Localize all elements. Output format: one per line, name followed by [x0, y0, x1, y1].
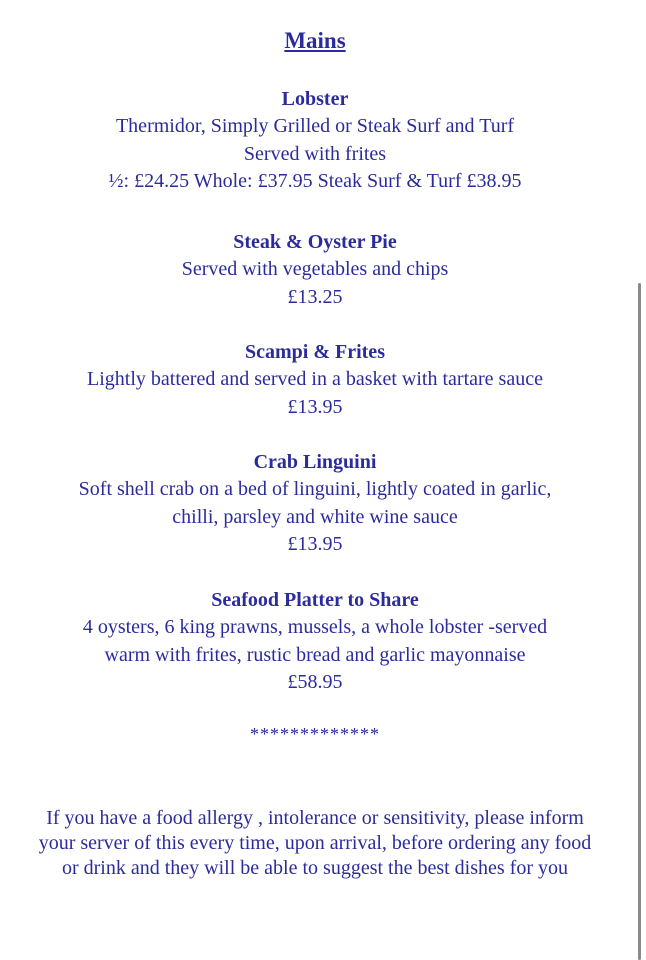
- item-description: warm with frites, rustic bread and garlic mayonnaise: [104, 643, 526, 666]
- menu-item-scampi-frites: [0, 339, 630, 421]
- section-divider: *************: [250, 724, 380, 744]
- item-description: Thermidor, Simply Grilled or Steak Surf and Turf: [115, 115, 515, 137]
- menu-item-seafood-platter: [0, 587, 630, 697]
- item-description: Served with vegetables and chips: [181, 258, 449, 280]
- allergy-notice: If you have a food allergy , intolerance or sensitivity, please inform your server of this every time, upon arrival, before ordering any food or drink and they will be able to suggest the best dishes for you: [38, 807, 592, 879]
- item-price: ½: £24.25 Whole: £37.95 Steak Surf & Turf £38.95: [108, 170, 522, 192]
- item-description: Lightly battered and served in a basket with tartare sauce: [87, 368, 543, 390]
- item-description: Soft shell crab on a bed of linguini, lightly coated in garlic,: [78, 478, 552, 500]
- item-description: Served with frites: [243, 142, 387, 165]
- item-name: Lobster: [281, 88, 349, 110]
- menu-item-lobster: [0, 86, 630, 196]
- vertical-scrollbar[interactable]: [638, 283, 641, 960]
- menu-title: Mains: [284, 28, 346, 53]
- menu-item-crab-linguini: [0, 449, 630, 559]
- item-name: Seafood Platter to Share: [211, 589, 419, 611]
- menu-item-steak-oyster-pie: [0, 229, 630, 311]
- item-price: £13.95: [287, 533, 343, 555]
- item-name: Steak & Oyster Pie: [233, 231, 397, 253]
- item-name: Scampi & Frites: [245, 341, 385, 363]
- item-price: £13.95: [287, 395, 343, 418]
- item-description: 4 oysters, 6 king prawns, mussels, a whole lobster -served: [82, 616, 548, 638]
- item-description: chilli, parsley and white wine sauce: [172, 505, 458, 528]
- item-price: £13.25: [287, 285, 343, 308]
- item-name: Crab Linguini: [253, 451, 377, 473]
- item-price: £58.95: [287, 671, 343, 693]
